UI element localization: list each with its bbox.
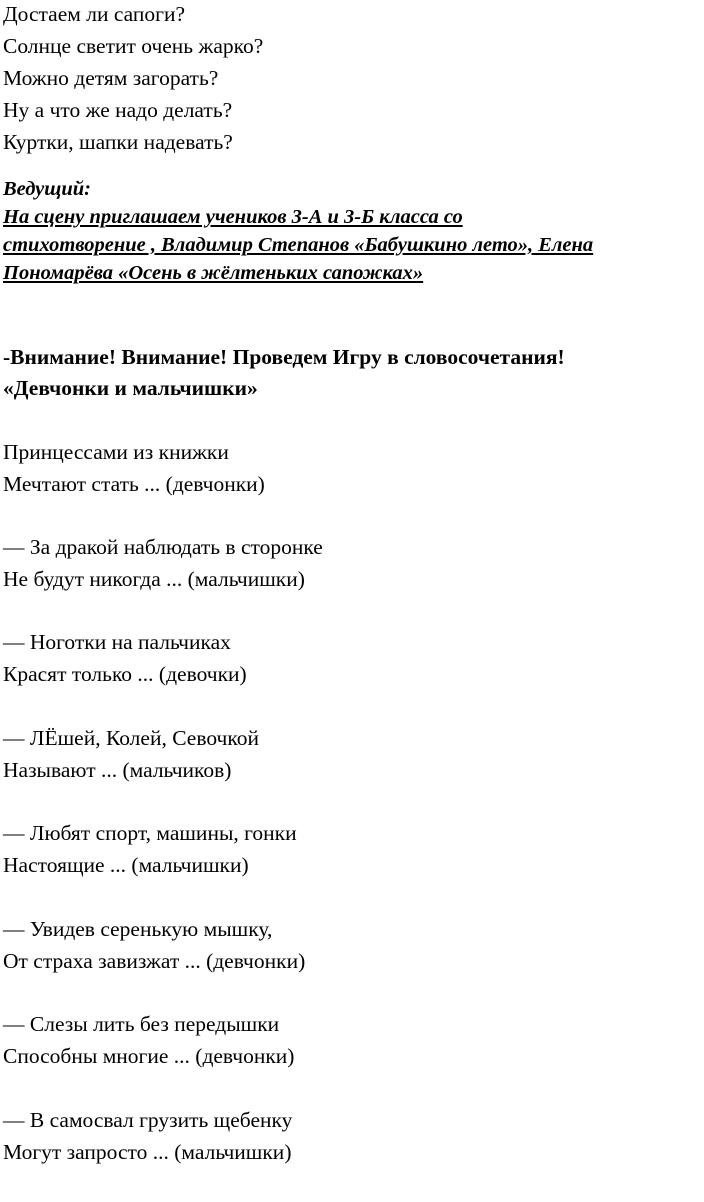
host-announcement-line: стихотворение , Владимир Степанов «Бабушкино лето», Елена [3,234,594,256]
riddle-question: — Увидев серенькую мышку, [3,917,273,941]
riddle-answer: От страха завизжат ... (девчонки) [3,949,306,973]
riddle-question: — Слезы лить без передышки [3,1012,280,1036]
poem-line: Солнце светит очень жарко? [3,34,264,58]
riddle-question: — За дракой наблюдать в сторонке [3,535,323,559]
host-announcement-line: Пономарёва «Осень в жёлтеньких сапожках» [3,262,424,284]
game-intro: -Внимание! Внимание! Проведем Игру в словосочетания! [3,345,565,369]
poem-line: Можно детям загорать? [3,66,219,90]
riddle-answer: Настоящие ... (мальчишки) [3,853,249,877]
game-title: «Девчонки и мальчишки» [3,376,258,400]
riddle-question: Принцессами из книжки [3,440,229,464]
riddle-question: — Любят спорт, машины, гонки [3,821,297,845]
riddle-question: — ЛЁшей, Колей, Севочкой [3,726,259,750]
riddle-answer: Называют ... (мальчиков) [3,758,232,782]
riddle-answer: Могут запросто ... (мальчишки) [3,1140,292,1164]
riddle-answer: Не будут никогда ... (мальчишки) [3,567,305,591]
riddle-answer: Способны многие ... (девчонки) [3,1044,295,1068]
poem-line: Достаем ли сапоги? [3,2,186,26]
host-label: Ведущий: [3,178,91,200]
riddle-question: — В самосвал грузить щебенку [3,1108,293,1132]
riddle-answer: Мечтают стать ... (девчонки) [3,472,265,496]
riddle-question: — Ноготки на пальчиках [3,630,231,654]
poem-line: Ну а что же надо делать? [3,98,233,122]
host-announcement-line: На сцену приглашаем учеников 3-А и 3-Б класса со [3,206,463,228]
riddle-answer: Красят только ... (девочки) [3,662,247,686]
poem-line: Куртки, шапки надевать? [3,130,233,154]
